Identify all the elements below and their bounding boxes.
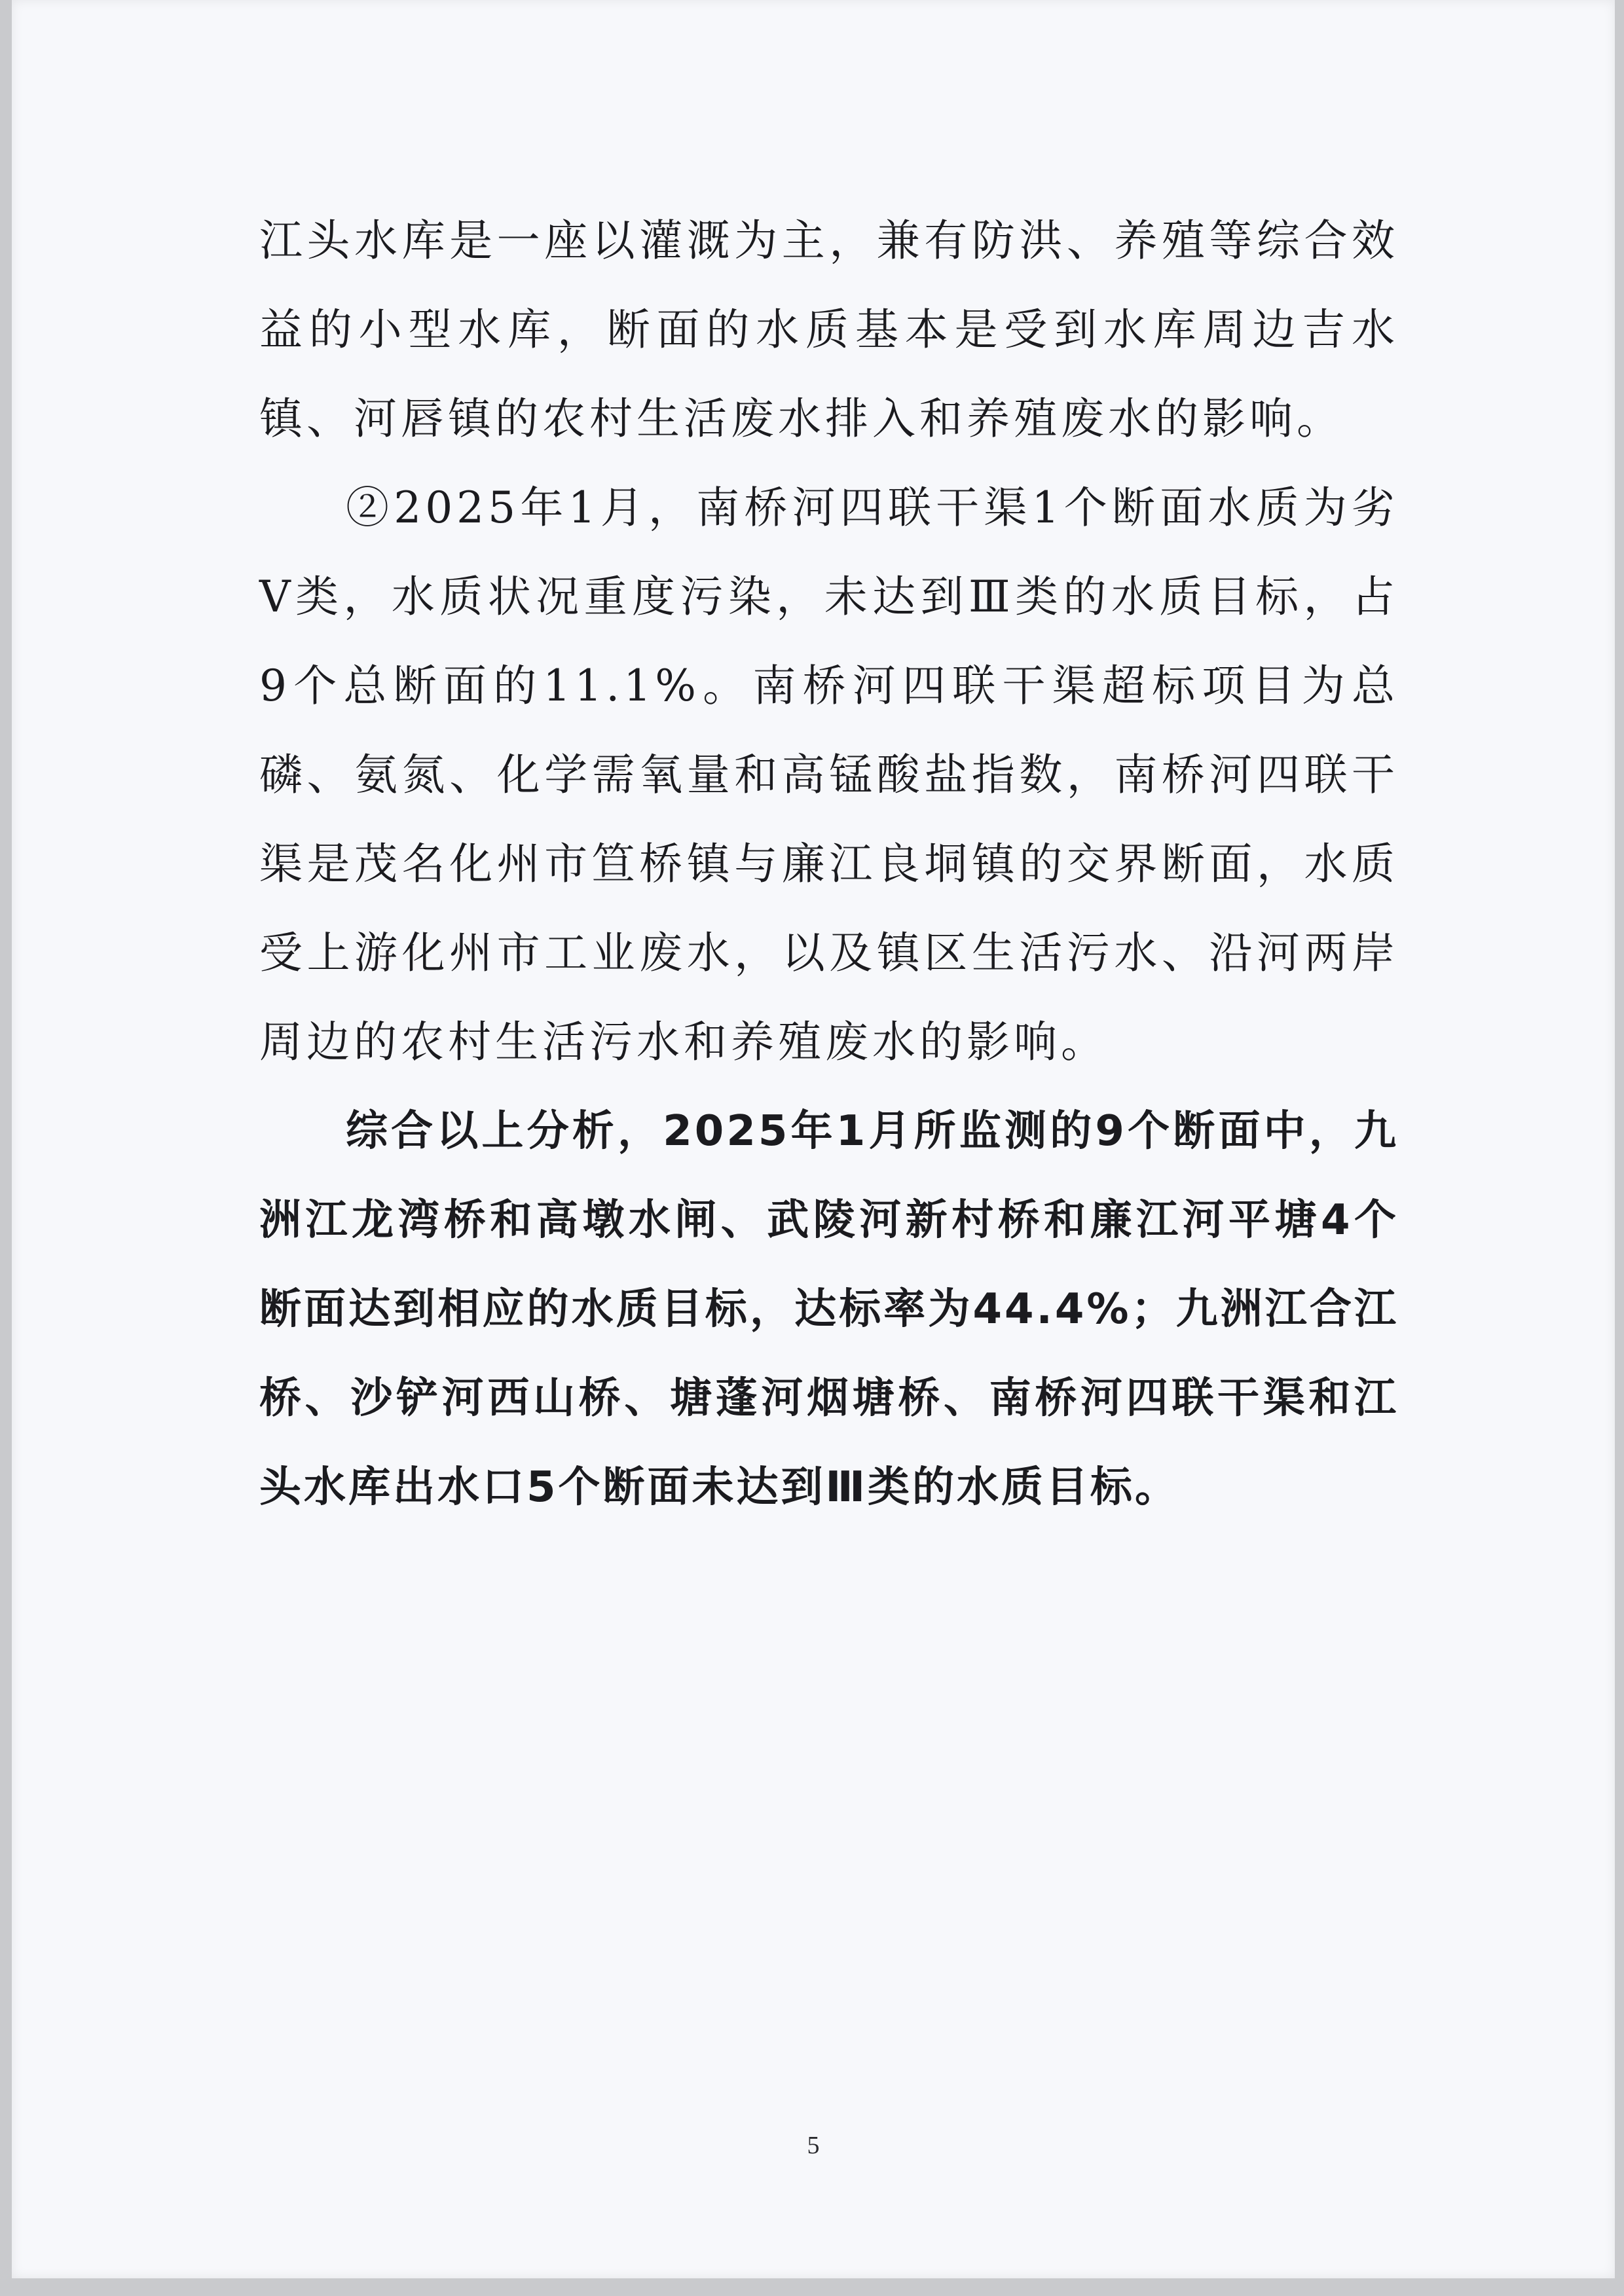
paragraph-jiangtou-reservoir: 江头水库是一座以灌溉为主，兼有防洪、养殖等综合效益的小型水库，断面的水质基本是受到水库周边吉水镇、河唇镇的农村生活废水排入和养殖废水的影响。 (259, 215, 1399, 444)
body-text (259, 196, 1399, 1532)
paragraph-nanqiao-canal: ②2025年1月，南桥河四联干渠1个断面水质为劣Ⅴ类，水质状况重度污染，未达到Ⅲ类的水质目标，占9个总断面的11.1%。南桥河四联干渠超标项目为总磷、氨氮、化学需氧量和高锰酸盐指数，南桥河四联干渠是茂名化州市笪桥镇与廉江良垌镇的交界断面，水质受上游化州市工业废水，以及镇区生活污水、沿河两岸周边的农村生活污水和养殖废水的影响。 (259, 483, 1399, 1067)
page-number: 5 (807, 2132, 820, 2159)
paragraph-summary: 综合以上分析，2025年1月所监测的9个断面中，九洲江龙湾桥和高墩水闸、武陵河新村桥和廉江河平塘4个断面达到相应的水质目标，达标率为44.4%；九洲江合江桥、沙铲河西山桥、塘蓬河烟塘桥、南桥河四联干渠和江头水库出水口5个断面未达到Ⅲ类的水质目标。 (259, 1107, 1399, 1512)
document-page (12, 0, 1615, 2278)
